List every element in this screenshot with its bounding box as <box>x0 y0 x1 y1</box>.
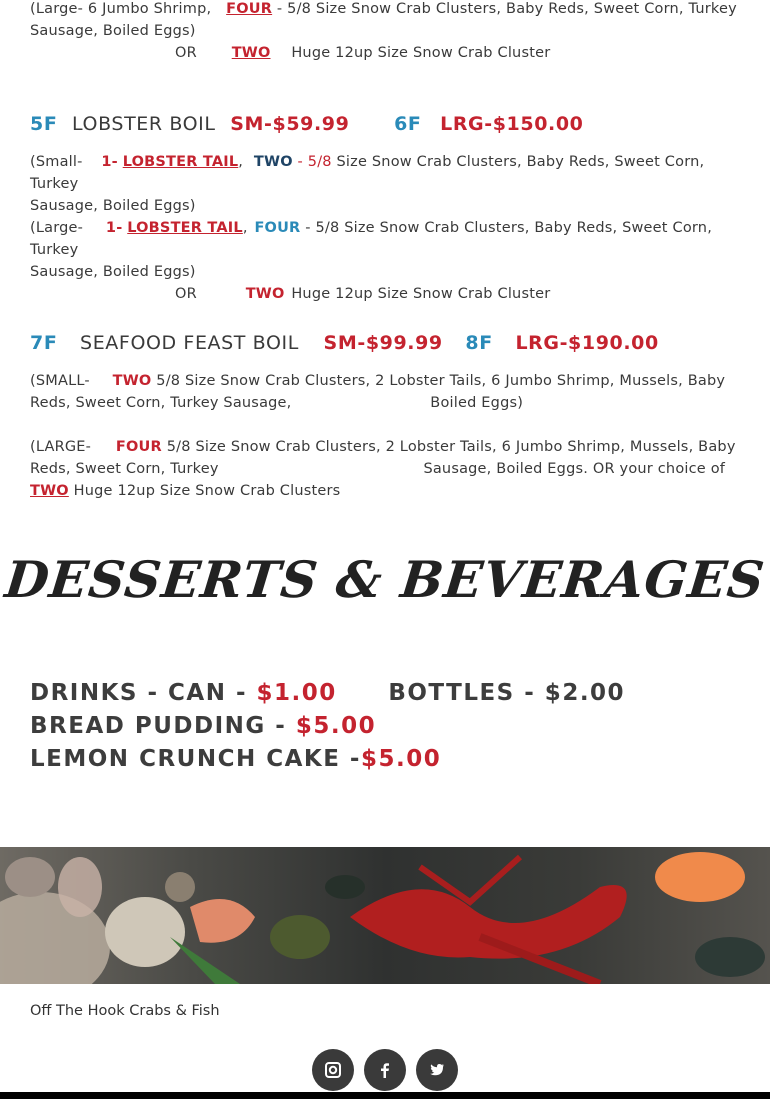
item-name: SEAFOOD FEAST BOIL <box>80 332 299 354</box>
qty-two-link[interactable]: TWO <box>30 483 69 499</box>
desc-text: (Large- 6 Jumbo Shrimp, <box>30 1 212 17</box>
desserts-title: DESSERTS & BEVERAGES <box>2 550 768 609</box>
price-small: SM-$99.99 <box>323 332 443 354</box>
desc-text: , <box>242 220 248 236</box>
qty-text: FOUR <box>254 220 301 236</box>
lobster-boil-heading <box>30 111 740 137</box>
item-code: 7F <box>30 332 58 354</box>
qty-text: TWO <box>112 373 152 389</box>
desc-text: (LARGE- <box>30 439 92 455</box>
page-bottom-bar <box>0 1092 770 1099</box>
or-label: OR <box>175 286 197 302</box>
qty-two-link[interactable]: TWO <box>231 45 271 61</box>
desc-text: (Large- <box>30 220 84 236</box>
desc-text: Huge 12up Size Snow Crab Cluster <box>291 286 551 302</box>
desc-text: - 5/8 <box>292 154 332 170</box>
desc-text: (Small- <box>30 154 83 170</box>
menu-item-label: BOTTLES - $2.00 <box>388 680 626 706</box>
menu-item-price: $5.00 <box>360 746 442 772</box>
lobster-small-description <box>30 151 740 217</box>
desc-text: Sausage, Boiled Eggs) <box>30 23 196 39</box>
desc-text: Huge 12up Size Snow Crab Cluster <box>291 45 551 61</box>
desc-text: (SMALL- <box>30 373 90 389</box>
menu-item-price: $5.00 <box>295 713 377 739</box>
qty-text: TWO <box>253 154 293 170</box>
qty-text: TWO <box>245 286 285 302</box>
instagram-icon[interactable] <box>312 1049 354 1091</box>
instagram-icon <box>324 1061 342 1079</box>
drinks-line <box>30 680 625 706</box>
menu-item-label: LEMON CRUNCH CAKE - <box>30 746 361 772</box>
price-small: SM-$59.99 <box>230 113 350 135</box>
bread-pudding-line <box>30 713 376 739</box>
twitter-icon <box>428 1061 446 1079</box>
seafood-illustration <box>0 847 770 984</box>
price-large: LRG-$150.00 <box>440 113 584 135</box>
desc-text: Size Snow Crab Clusters, Baby Reds, Sweet Corn, Turkey <box>30 154 705 192</box>
menu-item-label: DRINKS - CAN - <box>30 680 257 706</box>
desc-text: , <box>238 154 244 170</box>
qty-four-link[interactable]: FOUR <box>226 1 273 17</box>
facebook-icon[interactable] <box>364 1049 406 1091</box>
seafood-feast-heading <box>30 330 740 356</box>
seafood-banner-image <box>0 847 770 984</box>
desc-text: Reds, Sweet Corn, Turkey Sausage, <box>30 395 292 411</box>
item-code: 5F <box>30 113 58 135</box>
lobster-large-description <box>30 217 740 305</box>
menu-item-price: $1.00 <box>256 680 337 706</box>
desc-text: Sausage, Boiled Eggs) <box>30 264 196 280</box>
price-large: LRG-$190.00 <box>515 332 659 354</box>
desc-text: Sausage, Boiled Eggs. OR your choice of <box>423 461 726 477</box>
qty-text: 1- <box>101 154 118 170</box>
qty-text: 1- <box>105 220 123 236</box>
item-code: 8F <box>465 332 493 354</box>
desc-text: Boiled Eggs) <box>430 395 524 411</box>
lobster-tail-link[interactable]: LOBSTER TAIL <box>127 220 243 236</box>
desc-text: Reds, Sweet Corn, Turkey <box>30 461 219 477</box>
lobster-tail-link[interactable]: LOBSTER TAIL <box>122 154 239 170</box>
footer-business-name: Off The Hook Crabs & Fish <box>30 1003 220 1019</box>
desc-text: - 5/8 Size Snow Crab Clusters, Baby Reds, Sweet Corn, Turkey <box>272 1 737 17</box>
or-label: OR <box>175 45 197 61</box>
lemon-cake-line <box>30 746 441 772</box>
desc-text: 5/8 Size Snow Crab Clusters, 2 Lobster Tails, 6 Jumbo Shrimp, Mussels, Baby <box>161 439 736 455</box>
menu-item-label: BREAD PUDDING - <box>30 713 296 739</box>
seafood-large-description <box>30 436 740 502</box>
seafood-small-description <box>30 370 740 414</box>
qty-text: FOUR <box>115 439 162 455</box>
item-code: 6F <box>394 113 422 135</box>
desc-text: Huge 12up Size Snow Crab Clusters <box>68 483 341 499</box>
desc-text: - 5/8 Size Snow Crab Clusters, Baby Reds, Sweet Corn, Turkey <box>30 220 712 258</box>
desc-text: 5/8 Size Snow Crab Clusters, 2 Lobster Tails, 6 Jumbo Shrimp, Mussels, Baby <box>151 373 726 389</box>
facebook-icon <box>376 1061 394 1079</box>
item-name: LOBSTER BOIL <box>72 113 216 135</box>
twitter-icon[interactable] <box>416 1049 458 1091</box>
large-boil-description-top <box>30 0 740 64</box>
desc-text: Sausage, Boiled Eggs) <box>30 198 196 214</box>
